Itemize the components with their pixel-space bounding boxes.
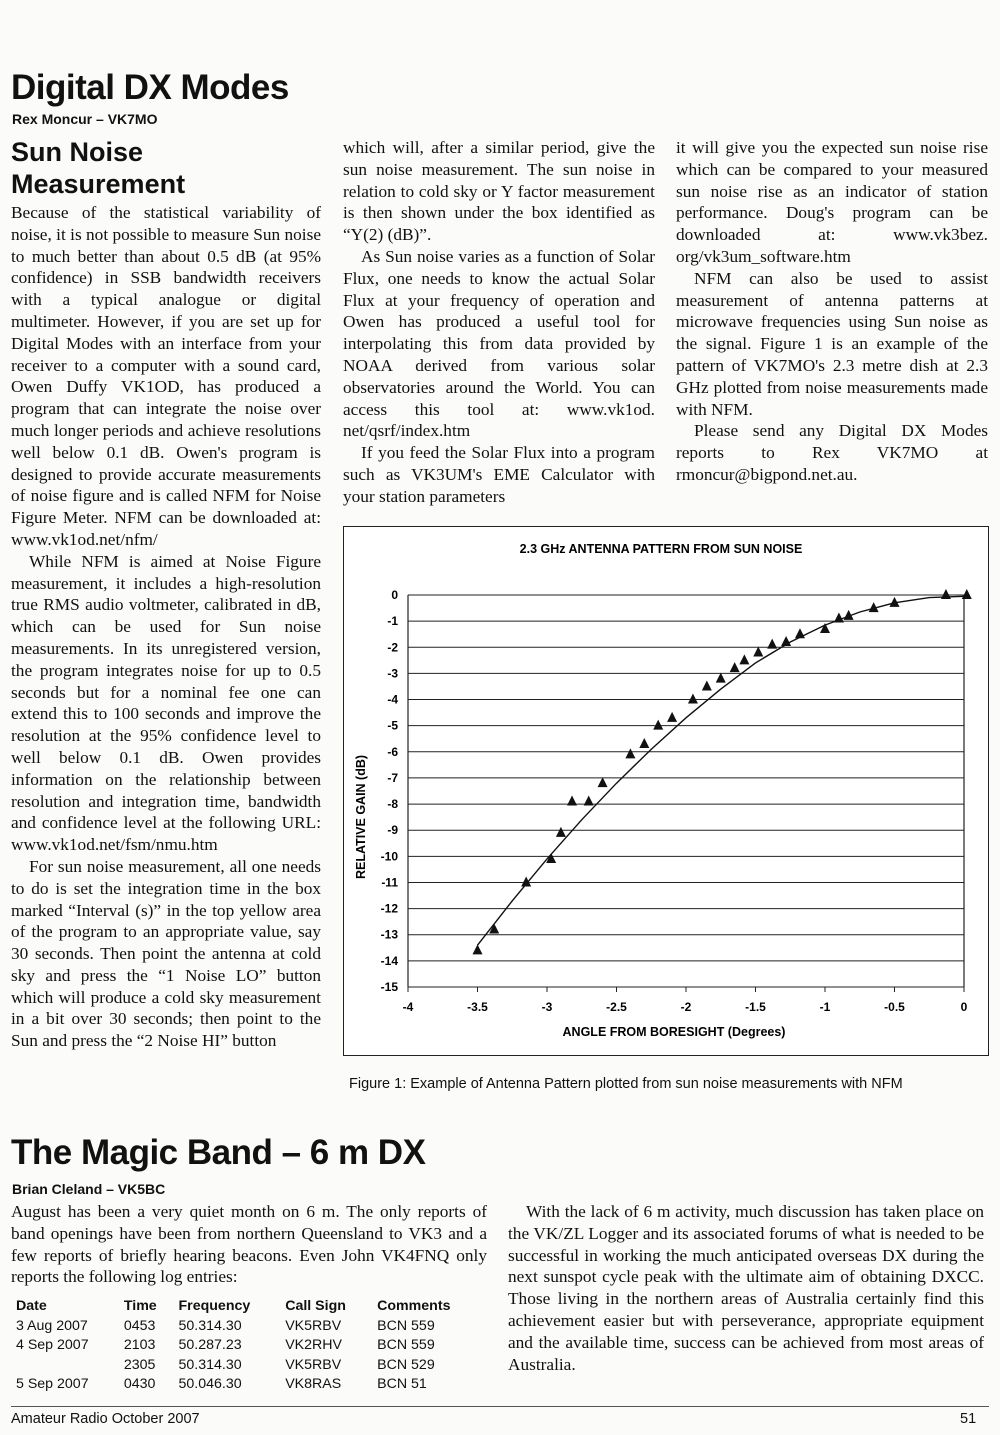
section-heading xyxy=(11,136,185,200)
y-tick-label: -5 xyxy=(387,718,398,733)
y-tick-label: 0 xyxy=(391,588,398,602)
figure-caption: Figure 1: Example of Antenna Pattern plotted from sun noise measurements with NFM xyxy=(349,1076,903,1092)
paragraph: Because of the statistical variability of noise, it is not possible to measure Sun noise to much better than about 0.5 dB (at 95% confidence) in SSB bandwidth receivers with a typical analogue or digital multimeter. However, if you are set up for Digital Modes with an interface from your receiver to a computer with a sound card, Owen Duffy VK1OD, has produced a program that can integrate the noise over much longer periods and achieve resolutions well below 0.1 dB. Owen's program is designed to provide accurate measurements of noise figure and is called NFM for Noise Figure Meter. NFM can be downloaded at: www.vk1od.net/nfm/ xyxy=(11,203,321,549)
paragraph: August has been a very quiet month on 6 m. The only reports of band openings have been from northern Queensland to VK3 and a few reports of briefly hearing beacons. Even John VK4FNQ only reports the following log entries: xyxy=(11,1202,487,1287)
x-tick-label: -4 xyxy=(402,1000,414,1014)
log-header-cell: Frequency xyxy=(178,1298,251,1314)
y-tick-label: -10 xyxy=(380,849,398,864)
article1-column-3 xyxy=(676,137,988,486)
data-point-triangle xyxy=(567,795,577,805)
data-point-triangle xyxy=(739,654,749,664)
data-point-triangle xyxy=(584,795,594,805)
table-cell: 50.314.30 xyxy=(178,1356,242,1373)
article-author: Rex Moncur – VK7MO xyxy=(12,111,158,127)
y-tick-label: -2 xyxy=(387,640,398,655)
data-point-triangle xyxy=(795,628,805,638)
y-tick-labels xyxy=(381,588,399,994)
table-cell: VK5RBV xyxy=(285,1317,342,1334)
x-axis-label: ANGLE FROM BORESIGHT (Degrees) xyxy=(562,1025,786,1039)
x-tick-label: -2.5 xyxy=(606,1000,627,1014)
footer-publication: Amateur Radio October 2007 xyxy=(11,1411,200,1427)
table-cell: 50.287.23 xyxy=(178,1337,242,1354)
x-tick-label: -0.5 xyxy=(884,1000,905,1014)
table-cell: BCN 559 xyxy=(377,1337,435,1354)
paragraph: As Sun noise varies as a function of Solar Flux, one needs to know the actual Solar Flux at your frequency of operation and Owen has produced a useful tool for interpolating this from data provided by NOAA derived from various solar observatories around the World. You can access this tool at: www.vk1od. net/qsrf/index.htm xyxy=(343,246,655,441)
table-cell: 2103 xyxy=(123,1337,156,1354)
section-heading-line1: Sun Noise xyxy=(11,137,144,167)
antenna-pattern-chart xyxy=(344,527,988,1055)
data-point-triangle xyxy=(753,646,763,656)
y-tick-label: -14 xyxy=(380,953,398,968)
data-point-triangle xyxy=(598,777,608,787)
y-tick-label: -3 xyxy=(387,666,398,681)
chart-title: 2.3 GHz ANTENNA PATTERN FROM SUN NOISE xyxy=(519,542,803,556)
data-point-triangle xyxy=(781,636,791,646)
x-tick-label: -2 xyxy=(680,1000,692,1014)
table-cell: 5 Sep 2007 xyxy=(16,1376,89,1393)
table-cell: BCN 51 xyxy=(377,1376,427,1393)
y-axis-label: RELATIVE GAIN (dB) xyxy=(354,754,368,880)
y-tick-label: -12 xyxy=(380,901,398,916)
table-cell: 50.314.30 xyxy=(178,1317,242,1334)
article2-title: The Magic Band – 6 m DX xyxy=(11,1133,426,1172)
x-tick-label: -1 xyxy=(819,1000,831,1014)
data-point-triangle xyxy=(702,680,712,690)
data-points xyxy=(473,589,972,954)
data-point-triangle xyxy=(521,876,531,886)
page-number: 51 xyxy=(960,1411,977,1427)
table-cell: 2305 xyxy=(123,1356,156,1373)
log-table xyxy=(12,1296,482,1394)
data-point-triangle xyxy=(625,748,635,758)
y-tick-label: -6 xyxy=(387,744,398,759)
article2-column-2 xyxy=(508,1201,984,1375)
table-row xyxy=(12,1316,482,1336)
paragraph: For sun noise measurement, all one needs to do is set the integration time in the box marked “Interval (s)” in the top yellow area of the program to an appropriate value, say 30 seconds. Then point the antenna at cold sky and press the “1 Noise LO” button which will produce a cold sky measurement in a bit over 30 seconds; then point to the Sun and press the “2 Noise HI” button xyxy=(11,856,321,1051)
table-row xyxy=(12,1355,482,1375)
footer-rule xyxy=(11,1406,989,1407)
log-header-cell: Date xyxy=(16,1298,47,1314)
x-tick-label: -1.5 xyxy=(745,1000,766,1014)
table-cell: BCN 529 xyxy=(377,1356,435,1373)
article-title: Digital DX Modes xyxy=(11,68,289,107)
data-point-triangle xyxy=(653,720,663,730)
data-point-triangle xyxy=(730,662,740,672)
paragraph: it will give you the expected sun noise rise which can be compared to your measured sun noise rise as an indicator of station performance. Doug's program can be downloaded at: www.vk3bez. org/vk3um_software.htm xyxy=(676,138,988,266)
table-cell: VK8RAS xyxy=(285,1376,342,1393)
y-tick-label: -4 xyxy=(387,692,398,707)
data-point-triangle xyxy=(667,712,677,722)
table-cell: VK2RHV xyxy=(285,1337,342,1354)
paragraph: which will, after a similar period, give the sun noise measurement. The sun noise in relation to cold sky or Y factor measurement is then shown under the box identified as “Y(2) (dB)”. xyxy=(343,138,655,245)
paragraph: With the lack of 6 m activity, much discussion has taken place on the VK/ZL Logger and its associated forums of what is needed to be successful in working the much anticipated overseas DX during the next sunspot cycle peak with the ultimate aim of obtaining DXCC. Those living in the northern areas of Australia certainly find this achievement easier but with perseverance, appropriate equipment and the available time, success can be achieved from most areas of Australia. xyxy=(508,1202,984,1374)
article1-column-2 xyxy=(343,137,655,508)
table-cell: 3 Aug 2007 xyxy=(16,1317,88,1334)
table-row xyxy=(12,1375,482,1395)
y-tick-label: -9 xyxy=(387,823,398,838)
data-point-triangle xyxy=(962,589,972,599)
log-header-cell: Comments xyxy=(377,1298,451,1314)
y-tick-label: -1 xyxy=(387,614,398,629)
data-point-triangle xyxy=(834,613,844,623)
paragraph: Please send any Digital DX Modes reports to Rex VK7MO at rmoncur@bigpond.net.au. xyxy=(676,421,988,484)
table-cell: 0453 xyxy=(123,1317,156,1334)
y-tick-label: -11 xyxy=(381,875,398,890)
x-tick-label: -3 xyxy=(541,1000,553,1014)
y-tick-label: -13 xyxy=(380,927,398,942)
y-tick-label: -7 xyxy=(387,770,398,785)
article2-author: Brian Cleland – VK5BC xyxy=(12,1181,166,1197)
paragraph: If you feed the Solar Flux into a program such as VK3UM's EME Calculator with your station parameters xyxy=(343,443,655,506)
y-tick-label: -15 xyxy=(380,980,398,994)
data-point-triangle xyxy=(556,827,566,837)
x-tick-labels xyxy=(403,1000,968,1014)
table-row xyxy=(12,1336,482,1356)
table-cell: 4 Sep 2007 xyxy=(16,1337,89,1354)
data-point-triangle xyxy=(639,738,649,748)
article1-column-1 xyxy=(11,202,321,1052)
fit-line xyxy=(478,596,965,945)
data-point-triangle xyxy=(941,589,951,599)
log-header-cell: Time xyxy=(123,1298,157,1314)
figure-chart xyxy=(343,526,989,1056)
section-heading-line2: Measurement xyxy=(11,169,186,199)
paragraph: While NFM is aimed at Noise Figure measurement, it includes a high-resolution true RMS audio voltmeter, calibrated in dB, which can be used for Sun noise measurements. In its unregistered version, the program integrates noise for up to 0.5 seconds but for a nominal fee one can extend this to 100 seconds and improve the resolution at the 95% confidence level to well below 0.1 dB. Owen provides information on the relationship between resolution and integration time, bandwidth and confidence level at the following URL: www.vk1od.net/fsm/nmu.htm xyxy=(11,551,321,855)
paragraph: NFM can also be used to assist measurement of antenna patterns at microwave frequencies using Sun noise as the signal. Figure 1 is an example of the pattern of VK7MO's 2.3 metre dish at 2.3 GHz plotted from noise measurements made with NFM. xyxy=(676,268,988,419)
data-point-triangle xyxy=(688,694,698,704)
data-point-triangle xyxy=(716,673,726,683)
data-point-triangle xyxy=(767,639,777,649)
x-tick-label: 0 xyxy=(960,1000,968,1014)
table-cell xyxy=(12,1355,120,1375)
fit-curve xyxy=(478,596,965,945)
table-cell: 50.046.30 xyxy=(178,1376,242,1393)
article2-intro xyxy=(11,1201,487,1288)
table-cell: VK5RBV xyxy=(285,1356,342,1373)
table-cell: 0430 xyxy=(123,1376,156,1393)
y-tick-label: -8 xyxy=(387,797,398,812)
table-cell: BCN 559 xyxy=(377,1317,435,1334)
x-tick-label: -3.5 xyxy=(467,1000,488,1014)
data-point-triangle xyxy=(473,944,483,954)
log-table-header xyxy=(12,1296,482,1316)
log-header-cell: Call Sign xyxy=(285,1298,346,1314)
